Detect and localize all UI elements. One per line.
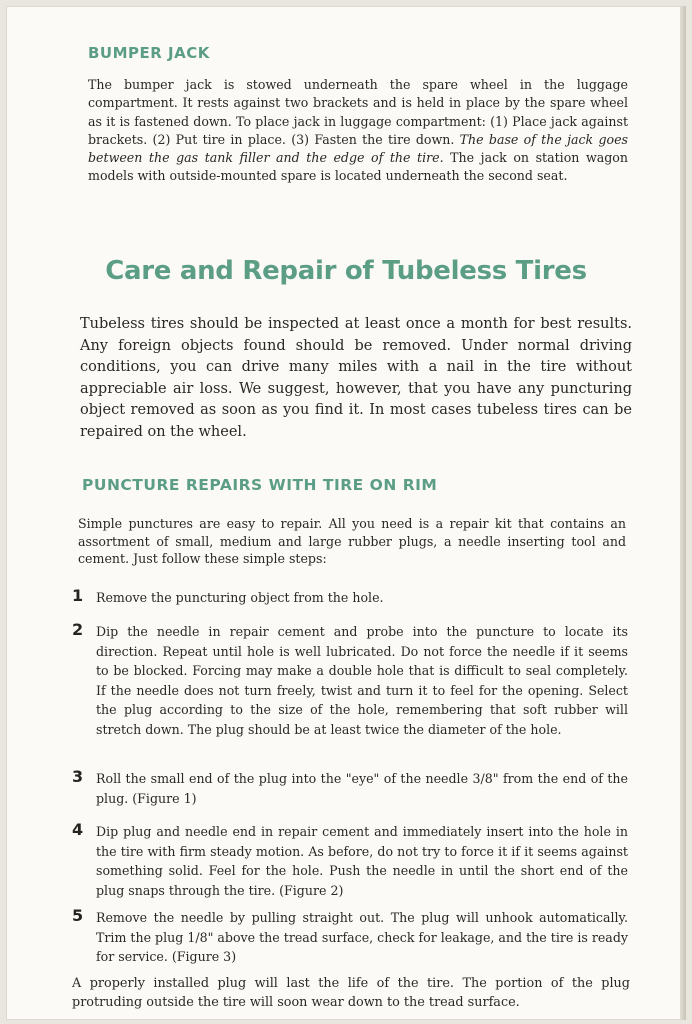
closing-paragraph: A properly installed plug will last the life of the tire. The portion of the plug protruding outside the tire will soon wear down to the tread surface.	[72, 976, 630, 1010]
puncture-intro-paragraph: Simple punctures are easy to repair. All you need is a repair kit that contains an assortment of small, medium and large rubber plugs, a needle inserting tool and cement. Just follow these simple steps:	[78, 516, 626, 567]
step-text: Remove the puncturing object from the hole.	[96, 590, 384, 605]
page-title: Care and Repair of Tubeless Tires	[105, 256, 587, 286]
step-number: 2	[72, 620, 84, 639]
bumper-text-italic: The base of the jack goes between the gas tank filler and the edge of the tire.	[88, 131, 628, 166]
step-3	[72, 769, 628, 808]
puncture-repairs-heading: PUNCTURE REPAIRS WITH TIRE ON RIM	[82, 476, 438, 494]
step-text: Dip plug and needle end in repair cement and immediately insert into the hole in the tire with firm steady motion. As before, do not try to force it if it seems against something solid. Feel for the hole. Push the needle in until the short end of the plug snaps through the tire. (Figure 2)	[96, 824, 628, 898]
bumper-jack-heading: BUMPER JACK	[88, 44, 210, 62]
manual-page	[6, 6, 686, 1020]
tubeless-intro-paragraph: Tubeless tires should be inspected at least once a month for best results. Any foreign objects found should be removed. Under normal driving conditions, you can drive many miles with a nail in the tire without appreciable air loss. We suggest, however, that you have any puncturing object removed as soon as you find it. In most cases tubeless tires can be repaired on the wheel.	[80, 316, 632, 440]
step-2	[72, 622, 628, 739]
step-text: Remove the needle by pulling straight out. The plug will unhook automatically. Trim the plug 1/8" above the tread surface, check for leakage, and the tire is ready for service. (Figure 3)	[96, 910, 628, 964]
step-5	[72, 908, 628, 967]
page-edge	[680, 6, 686, 1020]
step-number: 4	[72, 820, 84, 839]
bumper-jack-paragraph	[88, 76, 628, 186]
step-text: Roll the small end of the plug into the "eye" of the needle 3/8" from the end of the plug. (Figure 1)	[96, 771, 628, 806]
step-number: 1	[72, 586, 84, 605]
step-4	[72, 822, 628, 900]
step-number: 3	[72, 767, 84, 786]
bumper-text-b: The jack on station wagon models with outside-mounted spare is located underneath the second seat.	[88, 150, 628, 184]
step-number: 5	[72, 906, 84, 925]
step-text: Dip the needle in repair cement and probe into the puncture to locate its direction. Repeat until hole is well lubricated. Do not force the needle if it seems to be blocked. Forcing may make a double hole that is difficult to seal completely. If the needle does not turn freely, twist and turn it to feel for the opening. Select the plug according to the size of the hole, remembering that soft rubber will stretch down. The plug should be at least twice the diameter of the hole.	[96, 624, 628, 737]
step-1	[72, 588, 628, 608]
bumper-text-a: The bumper jack is stowed underneath the spare wheel in the luggage compartment. It rests against two brackets and is held in place by the spare wheel as it is fastened down. To place jack in luggage compartment: (1) Place jack against brackets. (2) Put tire in place. (3) Fasten the tire down.	[88, 77, 628, 147]
